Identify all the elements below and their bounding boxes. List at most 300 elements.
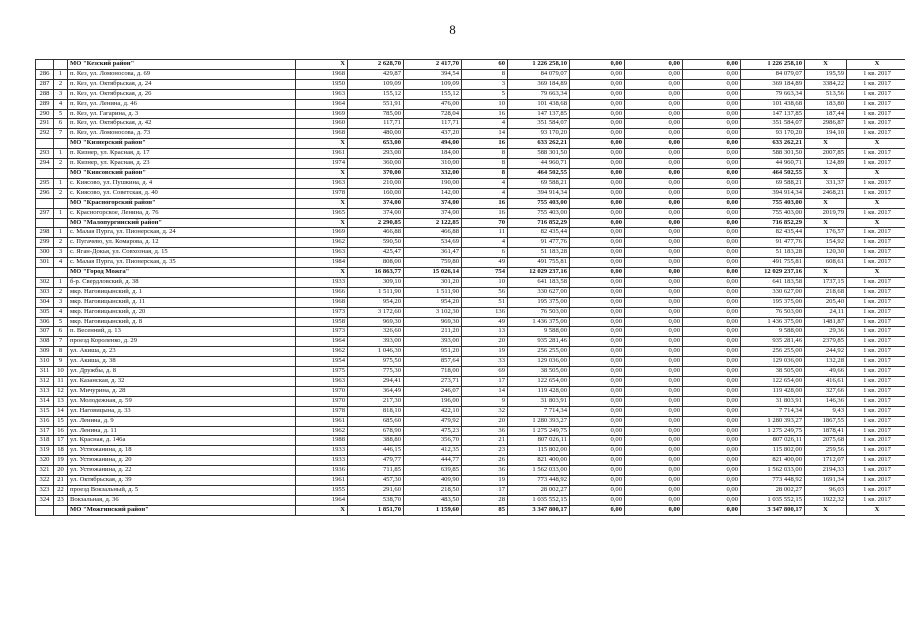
cell-v1: 0,00 bbox=[570, 377, 625, 387]
cell-p: 9 bbox=[462, 396, 508, 406]
cell-s2: 310,00 bbox=[404, 159, 462, 169]
cell-f: 69 588,21 bbox=[741, 178, 805, 188]
district-total-row bbox=[36, 505, 905, 515]
cell-s1: 711,85 bbox=[348, 466, 404, 476]
cell-f: 1 280 393,27 bbox=[741, 416, 805, 426]
cell-f: 1 562 033,00 bbox=[741, 466, 805, 476]
cell-d: 1 кв. 2017 bbox=[847, 357, 905, 367]
cell-d: 1 кв. 2017 bbox=[847, 446, 905, 456]
cell-p: 60 bbox=[462, 60, 508, 70]
district-total-row bbox=[36, 268, 905, 278]
cell-i: 1 bbox=[54, 178, 68, 188]
cell-d: 1 кв. 2017 bbox=[847, 149, 905, 159]
cell-s1: 309,10 bbox=[348, 277, 404, 287]
cell-t: 76 503,00 bbox=[508, 307, 570, 317]
cell-v3: 0,00 bbox=[683, 139, 741, 149]
cell-d: 1 кв. 2017 bbox=[847, 436, 905, 446]
cell-v2: 0,00 bbox=[625, 505, 683, 515]
cell-v2: 0,00 bbox=[625, 159, 683, 169]
cell-p: 6 bbox=[462, 248, 508, 258]
cell-v2: 0,00 bbox=[625, 119, 683, 129]
cell-f: 122 654,00 bbox=[741, 377, 805, 387]
cell-v3: 0,00 bbox=[683, 406, 741, 416]
cell-i: 19 bbox=[54, 456, 68, 466]
cell-v1: 0,00 bbox=[570, 99, 625, 109]
cell-a: проезд Короленко, д. 29 bbox=[68, 337, 296, 347]
cell-s1: 818,10 bbox=[348, 406, 404, 416]
cell-p: 49 bbox=[462, 317, 508, 327]
cell-n: 323 bbox=[36, 485, 54, 495]
cell-f: 9 588,00 bbox=[741, 327, 805, 337]
cell-a: МО "Киясовский район" bbox=[68, 168, 296, 178]
cell-v1: 0,00 bbox=[570, 426, 625, 436]
cell-s1: 479,77 bbox=[348, 456, 404, 466]
cell-t: 330 627,00 bbox=[508, 287, 570, 297]
cell-n: 315 bbox=[36, 406, 54, 416]
cell-u: 2019,79 bbox=[805, 208, 847, 218]
cell-a: проезд Вокзальный, д. 5 bbox=[68, 485, 296, 495]
cell-v3: 0,00 bbox=[683, 168, 741, 178]
cell-v3: 0,00 bbox=[683, 436, 741, 446]
cell-y: 1969 bbox=[296, 109, 348, 119]
cell-t: 1 035 552,15 bbox=[508, 495, 570, 505]
cell-t: 122 654,00 bbox=[508, 377, 570, 387]
cell-u: 195,59 bbox=[805, 69, 847, 79]
cell-u: 176,57 bbox=[805, 228, 847, 238]
cell-n: 322 bbox=[36, 476, 54, 486]
table-row bbox=[36, 129, 905, 139]
cell-v1: 0,00 bbox=[570, 69, 625, 79]
cell-t: 807 026,11 bbox=[508, 436, 570, 446]
cell-a: ул. Молодежная, д. 59 bbox=[68, 396, 296, 406]
cell-d: 1 кв. 2017 bbox=[847, 208, 905, 218]
cell-d: 1 кв. 2017 bbox=[847, 248, 905, 258]
cell-s1: 210,00 bbox=[348, 178, 404, 188]
cell-t: 38 505,00 bbox=[508, 367, 570, 377]
housing-repair-table bbox=[35, 59, 905, 516]
cell-y: 1961 bbox=[296, 149, 348, 159]
cell-s2: 969,30 bbox=[404, 317, 462, 327]
cell-a: МО "Можгинский район" bbox=[68, 505, 296, 515]
cell-n: 309 bbox=[36, 347, 54, 357]
table-row bbox=[36, 238, 905, 248]
cell-t: 351 584,07 bbox=[508, 119, 570, 129]
cell-v1: 0,00 bbox=[570, 218, 625, 228]
cell-v2: 0,00 bbox=[625, 466, 683, 476]
cell-u: 9,43 bbox=[805, 406, 847, 416]
cell-s2: 951,20 bbox=[404, 347, 462, 357]
cell-y: 1970 bbox=[296, 396, 348, 406]
cell-f: 588 301,50 bbox=[741, 149, 805, 159]
cell-t: 119 428,00 bbox=[508, 386, 570, 396]
cell-s1: 293,00 bbox=[348, 149, 404, 159]
cell-s2: 1 159,60 bbox=[404, 505, 462, 515]
cell-u: 1712,07 bbox=[805, 456, 847, 466]
cell-s1: 370,00 bbox=[348, 168, 404, 178]
cell-v2: 0,00 bbox=[625, 139, 683, 149]
cell-n: 318 bbox=[36, 436, 54, 446]
cell-f: 76 503,00 bbox=[741, 307, 805, 317]
cell-s2: 211,20 bbox=[404, 327, 462, 337]
cell-n: 294 bbox=[36, 159, 54, 169]
cell-d: X bbox=[847, 218, 905, 228]
cell-v3: 0,00 bbox=[683, 119, 741, 129]
cell-u: 124,89 bbox=[805, 159, 847, 169]
cell-d: 1 кв. 2017 bbox=[847, 416, 905, 426]
cell-s2: 142,00 bbox=[404, 188, 462, 198]
cell-i: 3 bbox=[54, 89, 68, 99]
cell-i: 2 bbox=[54, 287, 68, 297]
cell-a: с. Яган-Докья, ул. Совхозная, д. 15 bbox=[68, 248, 296, 258]
cell-y: X bbox=[296, 268, 348, 278]
cell-p: 10 bbox=[462, 99, 508, 109]
cell-v1: 0,00 bbox=[570, 198, 625, 208]
cell-v2: 0,00 bbox=[625, 367, 683, 377]
table-row bbox=[36, 495, 905, 505]
cell-y: 1955 bbox=[296, 485, 348, 495]
cell-v2: 0,00 bbox=[625, 99, 683, 109]
cell-d: 1 кв. 2017 bbox=[847, 476, 905, 486]
cell-v1: 0,00 bbox=[570, 396, 625, 406]
cell-s1: 16 863,77 bbox=[348, 268, 404, 278]
cell-n: 312 bbox=[36, 377, 54, 387]
cell-v3: 0,00 bbox=[683, 198, 741, 208]
cell-v2: 0,00 bbox=[625, 495, 683, 505]
table-row bbox=[36, 476, 905, 486]
cell-i bbox=[54, 60, 68, 70]
cell-d: 1 кв. 2017 bbox=[847, 337, 905, 347]
cell-p: 8 bbox=[462, 168, 508, 178]
cell-a: МО "Красногорский район" bbox=[68, 198, 296, 208]
cell-a: ул. Акиша, д. 38 bbox=[68, 357, 296, 367]
cell-n: 293 bbox=[36, 149, 54, 159]
cell-u: 154,92 bbox=[805, 238, 847, 248]
cell-f: 44 960,71 bbox=[741, 159, 805, 169]
cell-f: 84 079,07 bbox=[741, 69, 805, 79]
cell-p: 3 bbox=[462, 79, 508, 89]
cell-i: 5 bbox=[54, 317, 68, 327]
cell-t: 821 400,00 bbox=[508, 456, 570, 466]
cell-i: 16 bbox=[54, 426, 68, 436]
cell-v2: 0,00 bbox=[625, 347, 683, 357]
cell-v3: 0,00 bbox=[683, 317, 741, 327]
cell-n: 299 bbox=[36, 238, 54, 248]
cell-y: 1988 bbox=[296, 436, 348, 446]
cell-v3: 0,00 bbox=[683, 79, 741, 89]
cell-a: ул. Устюжанина, д. 20 bbox=[68, 456, 296, 466]
cell-y: 1933 bbox=[296, 446, 348, 456]
cell-d: 1 кв. 2017 bbox=[847, 287, 905, 297]
cell-u: 183,80 bbox=[805, 99, 847, 109]
cell-v1: 0,00 bbox=[570, 327, 625, 337]
table-row bbox=[36, 89, 905, 99]
cell-n: 321 bbox=[36, 466, 54, 476]
cell-n: 324 bbox=[36, 495, 54, 505]
cell-p: 16 bbox=[462, 198, 508, 208]
cell-n: 289 bbox=[36, 99, 54, 109]
cell-s1: 109,09 bbox=[348, 79, 404, 89]
table-row bbox=[36, 347, 905, 357]
cell-t: 755 403,00 bbox=[508, 198, 570, 208]
cell-n: 290 bbox=[36, 109, 54, 119]
cell-a: п. Кез, ул. Октябрьская, д. 42 bbox=[68, 119, 296, 129]
cell-v2: 0,00 bbox=[625, 485, 683, 495]
cell-p: 70 bbox=[462, 218, 508, 228]
cell-t: 31 803,91 bbox=[508, 396, 570, 406]
cell-s1: 457,30 bbox=[348, 476, 404, 486]
cell-a: п. Кез, ул. Ленина, д. 46 bbox=[68, 99, 296, 109]
cell-v1: 0,00 bbox=[570, 268, 625, 278]
cell-v3: 0,00 bbox=[683, 377, 741, 387]
cell-n: 287 bbox=[36, 79, 54, 89]
cell-n bbox=[36, 505, 54, 515]
cell-i bbox=[54, 218, 68, 228]
cell-v1: 0,00 bbox=[570, 505, 625, 515]
cell-i: 2 bbox=[54, 79, 68, 89]
cell-d: X bbox=[847, 60, 905, 70]
cell-f: 91 477,76 bbox=[741, 238, 805, 248]
cell-i: 6 bbox=[54, 119, 68, 129]
cell-v2: 0,00 bbox=[625, 268, 683, 278]
cell-d: 1 кв. 2017 bbox=[847, 406, 905, 416]
cell-f: 491 755,81 bbox=[741, 258, 805, 268]
cell-d: 1 кв. 2017 bbox=[847, 188, 905, 198]
cell-v3: 0,00 bbox=[683, 238, 741, 248]
cell-n: 313 bbox=[36, 386, 54, 396]
cell-d: 1 кв. 2017 bbox=[847, 69, 905, 79]
cell-s1: 590,50 bbox=[348, 238, 404, 248]
cell-d: 1 кв. 2017 bbox=[847, 377, 905, 387]
cell-v1: 0,00 bbox=[570, 89, 625, 99]
cell-n bbox=[36, 198, 54, 208]
cell-d: X bbox=[847, 505, 905, 515]
cell-s2: 393,00 bbox=[404, 337, 462, 347]
cell-s2: 494,00 bbox=[404, 139, 462, 149]
cell-v1: 0,00 bbox=[570, 208, 625, 218]
cell-i: 4 bbox=[54, 258, 68, 268]
cell-s2: 422,10 bbox=[404, 406, 462, 416]
cell-v2: 0,00 bbox=[625, 357, 683, 367]
table-row bbox=[36, 159, 905, 169]
cell-a: с. Малая Пурга, ул. Пионерская, д. 24 bbox=[68, 228, 296, 238]
cell-u: 2194,33 bbox=[805, 466, 847, 476]
cell-p: 19 bbox=[462, 347, 508, 357]
cell-t: 195 375,00 bbox=[508, 297, 570, 307]
cell-p: 28 bbox=[462, 495, 508, 505]
cell-f: 807 026,11 bbox=[741, 436, 805, 446]
cell-v1: 0,00 bbox=[570, 248, 625, 258]
table-row bbox=[36, 317, 905, 327]
cell-p: 4 bbox=[462, 188, 508, 198]
cell-d: 1 кв. 2017 bbox=[847, 99, 905, 109]
cell-a: МО "Город Можга" bbox=[68, 268, 296, 278]
cell-s1: 466,88 bbox=[348, 228, 404, 238]
cell-n: 307 bbox=[36, 327, 54, 337]
cell-v2: 0,00 bbox=[625, 188, 683, 198]
cell-t: 394 914,34 bbox=[508, 188, 570, 198]
cell-i: 4 bbox=[54, 307, 68, 317]
cell-v3: 0,00 bbox=[683, 386, 741, 396]
cell-v3: 0,00 bbox=[683, 208, 741, 218]
cell-s2: 412,35 bbox=[404, 446, 462, 456]
cell-y: 1963 bbox=[296, 248, 348, 258]
cell-v1: 0,00 bbox=[570, 456, 625, 466]
cell-v2: 0,00 bbox=[625, 337, 683, 347]
table-row bbox=[36, 99, 905, 109]
cell-s2: 409,90 bbox=[404, 476, 462, 486]
table-row bbox=[36, 456, 905, 466]
cell-d: 1 кв. 2017 bbox=[847, 327, 905, 337]
cell-a: ул. Казанская, д. 32 bbox=[68, 377, 296, 387]
cell-i: 23 bbox=[54, 495, 68, 505]
cell-s1: 425,47 bbox=[348, 248, 404, 258]
cell-f: 330 627,00 bbox=[741, 287, 805, 297]
cell-i: 9 bbox=[54, 357, 68, 367]
cell-s2: 15 026,14 bbox=[404, 268, 462, 278]
cell-v2: 0,00 bbox=[625, 248, 683, 258]
cell-a: ул. Устюжанина, д. 18 bbox=[68, 446, 296, 456]
cell-v1: 0,00 bbox=[570, 446, 625, 456]
cell-t: 28 002,27 bbox=[508, 485, 570, 495]
cell-v3: 0,00 bbox=[683, 268, 741, 278]
cell-u: 132,28 bbox=[805, 357, 847, 367]
cell-d: 1 кв. 2017 bbox=[847, 129, 905, 139]
cell-t: 641 183,58 bbox=[508, 277, 570, 287]
cell-d: 1 кв. 2017 bbox=[847, 347, 905, 357]
cell-i bbox=[54, 168, 68, 178]
cell-s2: 466,88 bbox=[404, 228, 462, 238]
cell-p: 56 bbox=[462, 287, 508, 297]
cell-s1: 538,70 bbox=[348, 495, 404, 505]
cell-v2: 0,00 bbox=[625, 396, 683, 406]
cell-y: 1963 bbox=[296, 178, 348, 188]
cell-f: 195 375,00 bbox=[741, 297, 805, 307]
cell-a: МО "Малопургинский район" bbox=[68, 218, 296, 228]
cell-y: 1962 bbox=[296, 347, 348, 357]
cell-v2: 0,00 bbox=[625, 149, 683, 159]
cell-v3: 0,00 bbox=[683, 69, 741, 79]
cell-f: 38 505,00 bbox=[741, 367, 805, 377]
cell-i: 1 bbox=[54, 208, 68, 218]
cell-y: 1978 bbox=[296, 188, 348, 198]
cell-s1: 388,80 bbox=[348, 436, 404, 446]
cell-t: 491 755,81 bbox=[508, 258, 570, 268]
cell-t: 1 280 393,27 bbox=[508, 416, 570, 426]
cell-v1: 0,00 bbox=[570, 238, 625, 248]
cell-f: 115 802,00 bbox=[741, 446, 805, 456]
cell-p: 36 bbox=[462, 426, 508, 436]
cell-s1: 117,71 bbox=[348, 119, 404, 129]
cell-f: 394 914,34 bbox=[741, 188, 805, 198]
cell-v2: 0,00 bbox=[625, 178, 683, 188]
cell-n: 305 bbox=[36, 307, 54, 317]
cell-n: 314 bbox=[36, 396, 54, 406]
table-row bbox=[36, 79, 905, 89]
cell-v1: 0,00 bbox=[570, 178, 625, 188]
cell-s2: 332,00 bbox=[404, 168, 462, 178]
cell-v2: 0,00 bbox=[625, 456, 683, 466]
cell-d: 1 кв. 2017 bbox=[847, 178, 905, 188]
cell-i: 10 bbox=[54, 367, 68, 377]
cell-s1: 374,00 bbox=[348, 198, 404, 208]
cell-y: 1954 bbox=[296, 357, 348, 367]
cell-d: 1 кв. 2017 bbox=[847, 89, 905, 99]
cell-v2: 0,00 bbox=[625, 317, 683, 327]
cell-f: 129 036,00 bbox=[741, 357, 805, 367]
cell-a: ул. Наговицына, д. 33 bbox=[68, 406, 296, 416]
cell-y: X bbox=[296, 139, 348, 149]
cell-v2: 0,00 bbox=[625, 168, 683, 178]
cell-t: 1 226 258,10 bbox=[508, 60, 570, 70]
cell-a: ул. Ленина, д. 9 bbox=[68, 416, 296, 426]
cell-f: 935 281,46 bbox=[741, 337, 805, 347]
cell-n: 292 bbox=[36, 129, 54, 139]
cell-d: 1 кв. 2017 bbox=[847, 297, 905, 307]
cell-p: 26 bbox=[462, 456, 508, 466]
cell-u: 513,56 bbox=[805, 89, 847, 99]
cell-u: 259,56 bbox=[805, 446, 847, 456]
cell-s1: 678,90 bbox=[348, 426, 404, 436]
cell-y: 1964 bbox=[296, 495, 348, 505]
table-row bbox=[36, 406, 905, 416]
table-row bbox=[36, 248, 905, 258]
cell-d: 1 кв. 2017 bbox=[847, 426, 905, 436]
cell-p: 16 bbox=[462, 109, 508, 119]
cell-t: 716 852,29 bbox=[508, 218, 570, 228]
cell-s2: 246,07 bbox=[404, 386, 462, 396]
cell-u: 187,44 bbox=[805, 109, 847, 119]
cell-s2: 3 102,30 bbox=[404, 307, 462, 317]
table-row bbox=[36, 367, 905, 377]
cell-v3: 0,00 bbox=[683, 426, 741, 436]
cell-f: 641 183,58 bbox=[741, 277, 805, 287]
cell-p: 17 bbox=[462, 485, 508, 495]
cell-p: 85 bbox=[462, 505, 508, 515]
cell-u: 24,11 bbox=[805, 307, 847, 317]
cell-y: 1969 bbox=[296, 228, 348, 238]
cell-a: с. Малая Пурга, ул. Пионерская, д. 35 bbox=[68, 258, 296, 268]
district-total-row bbox=[36, 198, 905, 208]
cell-t: 84 079,07 bbox=[508, 69, 570, 79]
cell-u: 120,30 bbox=[805, 248, 847, 258]
cell-v1: 0,00 bbox=[570, 485, 625, 495]
cell-t: 935 281,46 bbox=[508, 337, 570, 347]
cell-n: 319 bbox=[36, 446, 54, 456]
cell-v1: 0,00 bbox=[570, 188, 625, 198]
cell-i bbox=[54, 505, 68, 515]
cell-y: 1965 bbox=[296, 208, 348, 218]
cell-v1: 0,00 bbox=[570, 317, 625, 327]
cell-u: 608,61 bbox=[805, 258, 847, 268]
cell-f: 1 035 552,15 bbox=[741, 495, 805, 505]
table-row bbox=[36, 416, 905, 426]
cell-f: 755 403,00 bbox=[741, 198, 805, 208]
cell-y: 1974 bbox=[296, 159, 348, 169]
cell-s2: 196,00 bbox=[404, 396, 462, 406]
cell-d: 1 кв. 2017 bbox=[847, 396, 905, 406]
cell-f: 51 183,28 bbox=[741, 248, 805, 258]
cell-a: ул. Акиша, д. 23 bbox=[68, 347, 296, 357]
cell-f: 28 002,27 bbox=[741, 485, 805, 495]
cell-u: 29,36 bbox=[805, 327, 847, 337]
cell-v3: 0,00 bbox=[683, 416, 741, 426]
cell-n bbox=[36, 168, 54, 178]
cell-u: X bbox=[805, 60, 847, 70]
cell-t: 101 438,68 bbox=[508, 99, 570, 109]
cell-t: 633 262,21 bbox=[508, 139, 570, 149]
cell-d: 1 кв. 2017 bbox=[847, 456, 905, 466]
cell-v2: 0,00 bbox=[625, 69, 683, 79]
